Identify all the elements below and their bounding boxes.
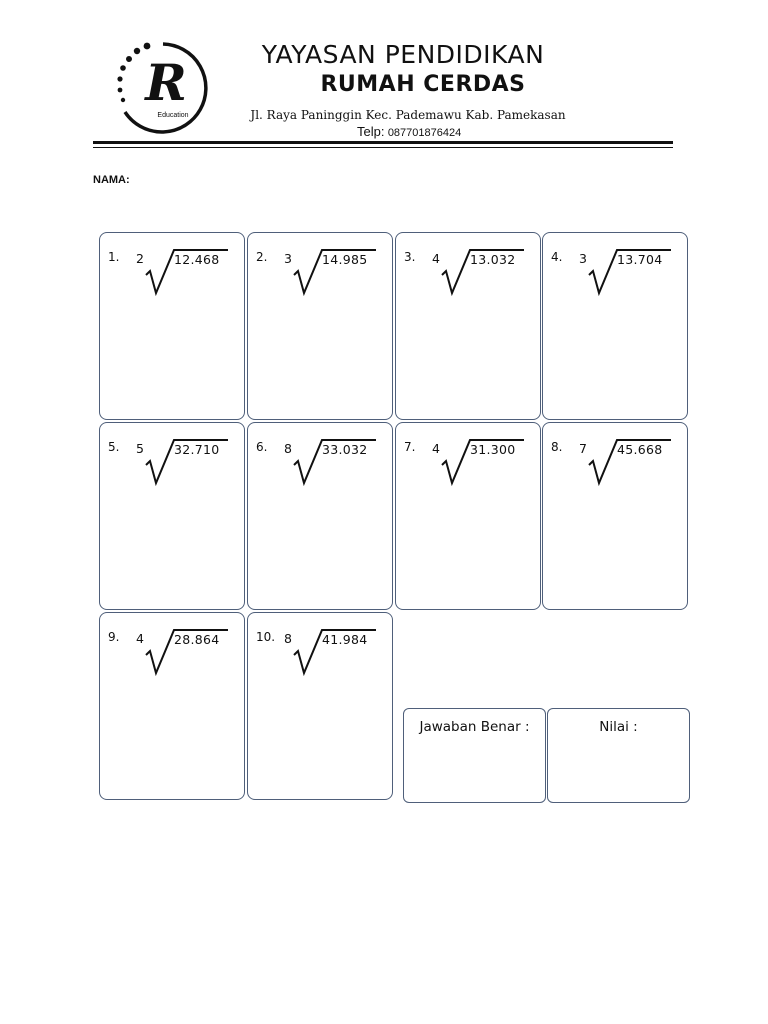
letterhead <box>93 30 673 148</box>
problem-card[interactable] <box>395 232 541 420</box>
problem-number: 3. <box>404 250 416 264</box>
phone-number: 087701876424 <box>387 127 462 139</box>
correct-answers-box[interactable] <box>403 708 546 803</box>
header-divider-thin <box>93 147 673 148</box>
problem-divisor: 4 <box>432 251 440 266</box>
problem-divisor: 2 <box>136 251 144 266</box>
problem-divisor: 8 <box>284 441 292 456</box>
problem-number: 5. <box>108 440 120 454</box>
problem-divisor: 5 <box>136 441 144 456</box>
problem-card[interactable] <box>247 232 393 420</box>
problem-card[interactable] <box>247 612 393 800</box>
problem-dividend: 31.300 <box>470 442 516 457</box>
problem-divisor: 3 <box>284 251 292 266</box>
logo-caption: Education <box>157 112 189 119</box>
logo-letter: R <box>145 53 187 112</box>
circle-logo-icon <box>111 38 215 138</box>
problem-dividend: 41.984 <box>322 632 368 647</box>
problem-number: 10. <box>256 630 276 644</box>
problem-dividend: 28.864 <box>174 632 220 647</box>
problem-card[interactable] <box>542 422 688 610</box>
grade-label: Nilai : <box>599 719 638 735</box>
problem-divisor: 4 <box>136 631 144 646</box>
problem-number: 6. <box>256 440 268 454</box>
correct-answers-label: Jawaban Benar : <box>419 719 530 735</box>
problem-divisor: 8 <box>284 631 292 646</box>
problem-dividend: 14.985 <box>322 252 368 267</box>
name-field-label: NAMA: <box>93 174 130 186</box>
problem-card[interactable] <box>542 232 688 420</box>
grade-box[interactable] <box>547 708 690 803</box>
problem-card[interactable] <box>99 232 245 420</box>
problem-dividend: 13.704 <box>617 252 663 267</box>
problem-dividend: 33.032 <box>322 442 368 457</box>
problem-dividend: 13.032 <box>470 252 516 267</box>
problem-divisor: 3 <box>579 251 587 266</box>
header-divider-thick <box>93 141 673 144</box>
problem-dividend: 32.710 <box>174 442 220 457</box>
org-phone <box>357 124 461 139</box>
problem-number: 9. <box>108 630 120 644</box>
problem-divisor: 7 <box>579 441 587 456</box>
problem-number: 1. <box>108 250 120 264</box>
phone-label: Telp: <box>357 124 385 139</box>
problem-grid <box>99 232 691 804</box>
org-address: Jl. Raya Paninggin Kec. Pademawu Kab. Pamekasan <box>250 108 566 122</box>
problem-dividend: 12.468 <box>174 252 220 267</box>
problem-number: 2. <box>256 250 268 264</box>
problem-number: 7. <box>404 440 416 454</box>
problem-divisor: 4 <box>432 441 440 456</box>
org-name-line2: RUMAH CERDAS <box>320 72 526 97</box>
problem-dividend: 45.668 <box>617 442 663 457</box>
problem-number: 8. <box>551 440 563 454</box>
problem-card[interactable] <box>395 422 541 610</box>
problem-card[interactable] <box>99 612 245 800</box>
problem-number: 4. <box>551 250 563 264</box>
problem-card[interactable] <box>99 422 245 610</box>
org-name-line1: YAYASAN PENDIDIKAN <box>261 40 545 69</box>
problem-card[interactable] <box>247 422 393 610</box>
